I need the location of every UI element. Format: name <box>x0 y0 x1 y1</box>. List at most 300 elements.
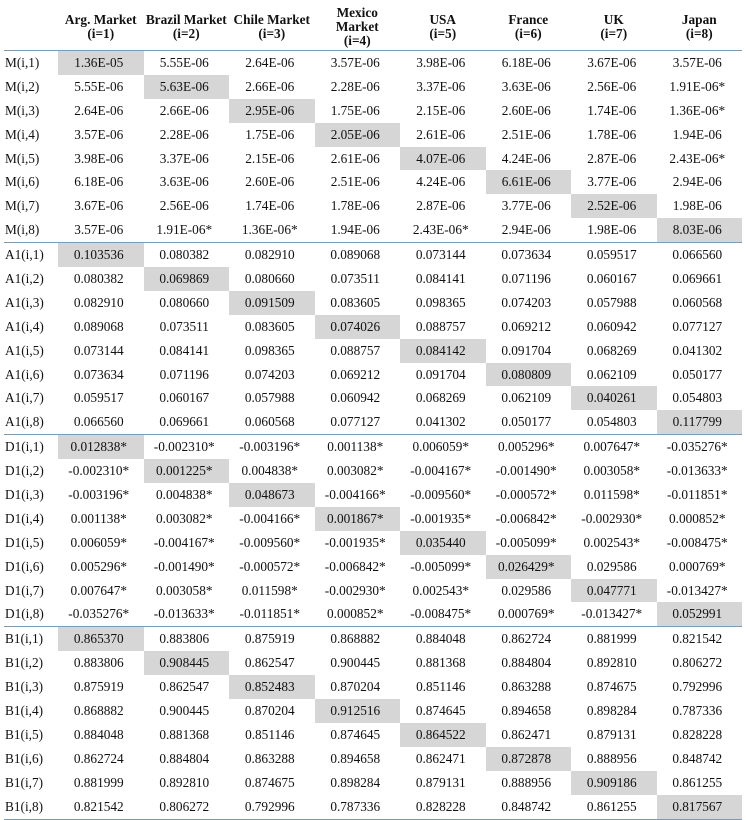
value-cell: 2.66E-06 <box>159 102 209 118</box>
value-cell: -0.004167* <box>410 463 472 479</box>
row-label: B1(i,5) <box>5 726 44 742</box>
column-header <box>486 3 572 51</box>
table-row <box>4 435 742 459</box>
diagonal-cell: 2.05E-06 <box>315 123 401 147</box>
value-cell: 0.828228 <box>672 726 723 742</box>
value-cell: 0.868882 <box>315 627 401 651</box>
value-cell: 1.74E-06 <box>245 198 295 214</box>
column-header-name: Mexico Market <box>335 5 379 34</box>
row-label: B1(i,3) <box>5 679 44 695</box>
value-cell: 3.77E-06 <box>587 174 637 190</box>
diagonal-cell: 0.074026 <box>315 315 401 339</box>
value-cell: 0.881999 <box>571 627 657 651</box>
table-row <box>4 386 742 410</box>
value-cell: 0.868882 <box>73 702 124 718</box>
diagonal-cell: 4.07E-06 <box>400 147 486 171</box>
row-label: D1(i,5) <box>5 534 44 550</box>
value-cell: 3.57E-06 <box>74 126 124 142</box>
value-cell: 0.066560 <box>657 243 743 267</box>
value-cell: 0.003082* <box>326 463 384 479</box>
value-cell: 0.881368 <box>415 655 466 671</box>
value-cell: -0.008475* <box>666 534 728 550</box>
diagonal-cell: 2.95E-06 <box>229 99 315 123</box>
value-cell: -0.035276* <box>68 606 130 622</box>
value-cell: 0.068269 <box>415 390 466 406</box>
value-cell: 0.080382 <box>73 270 124 286</box>
value-cell: 0.900445 <box>330 655 381 671</box>
diagonal-cell: 0.912516 <box>315 699 401 723</box>
table-row <box>4 339 742 363</box>
column-header-name: France <box>508 12 549 27</box>
table-row <box>4 75 742 99</box>
value-cell: -0.011851* <box>239 606 300 622</box>
value-cell: 3.57E-06 <box>315 51 401 75</box>
value-cell: 0.060167 <box>159 390 210 406</box>
table-row <box>4 507 742 531</box>
table-row <box>4 123 742 147</box>
value-cell: -0.002310* <box>144 435 230 459</box>
column-header <box>144 3 230 51</box>
table-row <box>4 410 742 434</box>
value-cell: 0.000852* <box>668 510 726 526</box>
value-cell: 0.001138* <box>315 435 401 459</box>
diagonal-cell: 0.084142 <box>400 339 486 363</box>
value-cell: 2.43E-06* <box>669 150 726 166</box>
value-cell: 0.848742 <box>486 795 572 819</box>
value-cell: 2.87E-06 <box>587 150 637 166</box>
value-cell: 1.74E-06 <box>587 102 637 118</box>
diagonal-cell: 0.091509 <box>229 291 315 315</box>
value-cell: 0.059517 <box>73 390 124 406</box>
value-cell: 0.071196 <box>159 366 209 382</box>
diagonal-cell: 0.048673 <box>229 483 315 507</box>
table-row <box>4 602 742 626</box>
column-header-index: (i=2) <box>172 26 200 41</box>
value-cell: -0.008475* <box>410 606 472 622</box>
diagonal-cell: 0.001867* <box>315 507 401 531</box>
value-cell: 0.073634 <box>73 366 124 382</box>
value-cell: 2.43E-06* <box>412 222 469 238</box>
value-cell: 0.003058* <box>155 582 213 598</box>
value-cell: -0.002310* <box>68 463 130 479</box>
row-label: B1(i,8) <box>4 795 58 819</box>
value-cell: 0.098365 <box>415 294 466 310</box>
table-header <box>4 3 742 51</box>
value-cell: 0.892810 <box>159 774 210 790</box>
value-cell: 0.792996 <box>229 795 315 819</box>
value-cell: 0.828228 <box>400 795 486 819</box>
table-row <box>4 771 742 795</box>
value-cell: 0.084141 <box>415 270 466 286</box>
diagonal-cell: 0.865370 <box>58 627 144 651</box>
value-cell: 0.069661 <box>672 270 723 286</box>
value-cell: -0.013427* <box>581 606 643 622</box>
value-cell: 0.000769* <box>497 606 555 622</box>
value-cell: 0.002543* <box>412 582 469 598</box>
value-cell: 2.51E-06 <box>501 126 551 142</box>
value-cell: 0.003082* <box>155 510 213 526</box>
value-cell: 0.006059* <box>400 435 486 459</box>
value-cell: 1.91E-06* <box>669 78 726 94</box>
table-row <box>4 723 742 747</box>
row-label: M(i,3) <box>5 102 40 118</box>
value-cell: 0.884804 <box>501 655 552 671</box>
value-cell: 0.062109 <box>501 390 552 406</box>
column-header <box>657 3 743 51</box>
table-row <box>4 315 742 339</box>
table-row <box>4 194 742 218</box>
value-cell: 0.862724 <box>486 627 572 651</box>
table-row <box>4 267 742 291</box>
table-row <box>4 170 742 194</box>
value-cell: 0.881368 <box>159 726 210 742</box>
value-cell: 0.005296* <box>70 558 127 574</box>
value-cell: 0.005296* <box>486 435 572 459</box>
value-cell: 3.57E-06 <box>657 51 743 75</box>
value-cell: 3.67E-06 <box>74 198 124 214</box>
row-label: A1(i,8) <box>5 414 44 430</box>
value-cell: -0.011851* <box>667 486 728 502</box>
table-row <box>4 147 742 171</box>
value-cell: -0.013427* <box>666 582 728 598</box>
value-cell: 0.879131 <box>415 774 466 790</box>
value-cell: 0.071196 <box>501 270 551 286</box>
value-cell: 3.63E-06 <box>501 78 551 94</box>
value-cell: 0.888956 <box>501 774 552 790</box>
column-header-name: Brazil Market <box>145 12 227 27</box>
value-cell: -0.004166* <box>239 510 301 526</box>
value-cell: 1.98E-06 <box>672 198 722 214</box>
value-cell: 0.870204 <box>244 702 295 718</box>
value-cell: 0.000852* <box>326 606 384 622</box>
diagonal-cell: 0.035440 <box>400 531 486 555</box>
value-cell: 2.15E-06 <box>245 150 295 166</box>
value-cell: 2.56E-06 <box>587 78 637 94</box>
value-cell: 0.011598* <box>583 486 640 502</box>
value-cell: 0.851146 <box>245 726 295 742</box>
value-cell: 0.862471 <box>501 726 552 742</box>
value-cell: 0.007647* <box>70 582 127 598</box>
value-cell: 0.787336 <box>672 702 723 718</box>
table-row <box>4 459 742 483</box>
value-cell: 1.75E-06 <box>245 126 295 142</box>
row-label: B1(i,4) <box>5 702 44 718</box>
value-cell: 0.060942 <box>586 318 637 334</box>
value-cell: 0.898284 <box>586 702 637 718</box>
value-cell: 1.36E-06* <box>241 222 298 238</box>
value-cell: 0.082910 <box>73 294 124 310</box>
row-label: D1(i,4) <box>5 510 44 526</box>
value-cell: 0.898284 <box>330 774 381 790</box>
value-cell: -0.003196* <box>229 435 315 459</box>
diagonal-cell: 0.872878 <box>486 747 572 771</box>
row-label: A1(i,2) <box>5 270 44 286</box>
value-cell: 2.51E-06 <box>330 174 380 190</box>
header-row <box>4 3 742 51</box>
value-cell: 0.870204 <box>330 679 381 695</box>
row-label: D1(i,8) <box>5 606 44 622</box>
value-cell: 0.874675 <box>586 679 637 695</box>
value-cell: 0.054803 <box>586 414 637 430</box>
value-cell: 0.073144 <box>73 342 124 358</box>
diagonal-cell: 6.61E-06 <box>486 170 572 194</box>
column-header-name: UK <box>603 12 624 27</box>
value-cell: 0.874645 <box>330 726 381 742</box>
row-label: M(i,4) <box>5 126 40 142</box>
column-header-index: (i=3) <box>258 26 286 41</box>
value-cell: 0.862547 <box>244 655 295 671</box>
row-label: D1(i,1) <box>4 435 58 459</box>
value-cell: 2.56E-06 <box>159 198 209 214</box>
table-row <box>4 51 742 75</box>
value-cell: 0.077127 <box>330 414 381 430</box>
value-cell: 0.821542 <box>657 627 743 651</box>
value-cell: -0.003196* <box>68 486 130 502</box>
value-cell: 0.884048 <box>73 726 124 742</box>
value-cell: -0.005099* <box>495 534 557 550</box>
diagonal-cell: 0.908445 <box>144 651 230 675</box>
value-cell: -0.004167* <box>153 534 215 550</box>
column-header-index: (i=8) <box>685 26 713 41</box>
row-label: M(i,1) <box>4 51 58 75</box>
value-cell: 0.091704 <box>415 366 466 382</box>
value-cell: 1.36E-06* <box>669 102 726 118</box>
value-cell: 0.089068 <box>73 318 124 334</box>
value-cell: 0.888956 <box>586 750 637 766</box>
value-cell: -0.009560* <box>410 486 472 502</box>
value-cell: 2.28E-06 <box>330 78 380 94</box>
value-cell: 0.059517 <box>571 243 657 267</box>
value-cell: 0.080660 <box>244 270 295 286</box>
row-label: A1(i,7) <box>5 390 44 406</box>
table-row <box>4 531 742 555</box>
column-header <box>229 3 315 51</box>
value-cell: 0.900445 <box>159 702 210 718</box>
value-cell: 2.61E-06 <box>416 126 466 142</box>
value-cell: 0.787336 <box>315 795 401 819</box>
value-cell: 0.861255 <box>571 795 657 819</box>
table-row <box>4 483 742 507</box>
value-cell: 2.60E-06 <box>501 102 551 118</box>
row-label: B1(i,6) <box>5 750 44 766</box>
value-cell: 0.068269 <box>586 342 637 358</box>
value-cell: 0.091704 <box>501 342 552 358</box>
diagonal-cell: 0.103536 <box>58 243 144 267</box>
value-cell: 0.084141 <box>159 342 210 358</box>
diagonal-cell: 8.03E-06 <box>657 218 743 242</box>
value-cell: 3.37E-06 <box>159 150 209 166</box>
row-label: A1(i,1) <box>4 243 58 267</box>
value-cell: -0.001490* <box>153 558 215 574</box>
value-cell: 0.057988 <box>244 390 295 406</box>
value-cell: -0.013633* <box>666 463 728 479</box>
row-label: M(i,5) <box>5 150 40 166</box>
value-cell: 0.029586 <box>586 558 637 574</box>
value-cell: 0.848742 <box>672 750 723 766</box>
value-cell: 0.875919 <box>229 627 315 651</box>
column-header <box>315 3 401 51</box>
value-cell: 1.94E-06 <box>672 126 722 142</box>
value-cell: 0.057988 <box>586 294 637 310</box>
value-cell: 0.069212 <box>330 366 381 382</box>
value-cell: 1.75E-06 <box>330 102 380 118</box>
value-cell: 0.060568 <box>672 294 723 310</box>
row-label: D1(i,6) <box>5 558 44 574</box>
table-row <box>4 675 742 699</box>
row-label: A1(i,4) <box>5 318 44 334</box>
value-cell: 0.077127 <box>672 318 723 334</box>
value-cell: 0.861255 <box>672 774 723 790</box>
diagonal-cell: 0.117799 <box>657 410 743 434</box>
value-cell: 0.073511 <box>330 270 380 286</box>
value-cell: -0.001935* <box>410 510 472 526</box>
value-cell: 0.863288 <box>501 679 552 695</box>
table-row <box>4 99 742 123</box>
diagonal-cell: 0.047771 <box>571 579 657 603</box>
value-cell: 0.884804 <box>159 750 210 766</box>
row-label: A1(i,5) <box>5 342 44 358</box>
value-cell: 2.87E-06 <box>416 198 466 214</box>
value-cell: 0.862471 <box>415 750 466 766</box>
value-cell: 0.069212 <box>501 318 552 334</box>
diagonal-cell: 0.001225* <box>144 459 230 483</box>
value-cell: -0.004166* <box>324 486 386 502</box>
value-cell: -0.009560* <box>239 534 301 550</box>
row-label: M(i,7) <box>5 198 40 214</box>
value-cell: -0.035276* <box>657 435 743 459</box>
value-cell: 6.18E-06 <box>486 51 572 75</box>
value-cell: 0.881999 <box>73 774 124 790</box>
value-cell: 0.883806 <box>73 655 124 671</box>
value-cell: 0.080382 <box>144 243 230 267</box>
value-cell: 0.894658 <box>330 750 381 766</box>
value-cell: -0.005099* <box>410 558 472 574</box>
value-cell: 0.884048 <box>400 627 486 651</box>
value-cell: 3.57E-06 <box>74 222 124 238</box>
value-cell: 0.874645 <box>415 702 466 718</box>
value-cell: 0.088757 <box>415 318 466 334</box>
value-cell: 0.863288 <box>244 750 295 766</box>
value-cell: 0.007647* <box>571 435 657 459</box>
value-cell: 2.66E-06 <box>245 78 295 94</box>
value-cell: 3.67E-06 <box>571 51 657 75</box>
value-cell: 0.000769* <box>668 558 726 574</box>
value-cell: 0.892810 <box>586 655 637 671</box>
value-cell: 0.074203 <box>501 294 552 310</box>
value-cell: 4.24E-06 <box>416 174 466 190</box>
value-cell: 0.080660 <box>159 294 210 310</box>
diagonal-cell: 0.012838* <box>58 435 144 459</box>
value-cell: 0.041302 <box>672 342 723 358</box>
column-header-index: (i=1) <box>87 26 115 41</box>
value-cell: -0.002930* <box>581 510 643 526</box>
diagonal-cell: 0.864522 <box>400 723 486 747</box>
diagonal-cell: 1.36E-05 <box>58 51 144 75</box>
row-label: D1(i,3) <box>5 486 44 502</box>
diagonal-cell: 0.069869 <box>144 267 230 291</box>
diagonal-cell: 0.052991 <box>657 602 743 626</box>
value-cell: 3.37E-06 <box>416 78 466 94</box>
value-cell: 0.060942 <box>330 390 381 406</box>
value-cell: 3.98E-06 <box>74 150 124 166</box>
value-cell: 2.60E-06 <box>245 174 295 190</box>
value-cell: -0.000572* <box>495 486 557 502</box>
diagonal-cell: 0.909186 <box>571 771 657 795</box>
value-cell: 0.073144 <box>400 243 486 267</box>
value-cell: -0.001490* <box>495 463 557 479</box>
value-cell: -0.013633* <box>153 606 215 622</box>
value-cell: 0.862724 <box>73 750 124 766</box>
value-cell: 0.054803 <box>672 390 723 406</box>
value-cell: 0.066560 <box>73 414 124 430</box>
value-cell: -0.006842* <box>495 510 557 526</box>
row-label: D1(i,2) <box>5 463 44 479</box>
table-row <box>4 651 742 675</box>
value-cell: 0.003058* <box>583 463 640 479</box>
table-row <box>4 555 742 579</box>
value-cell: 3.98E-06 <box>400 51 486 75</box>
column-header <box>58 3 144 51</box>
table-row <box>4 243 742 267</box>
value-cell: 5.55E-06 <box>144 51 230 75</box>
diagonal-cell: 2.52E-06 <box>571 194 657 218</box>
value-cell: 0.029586 <box>501 582 552 598</box>
diagonal-cell: 0.040261 <box>571 386 657 410</box>
row-label: B1(i,2) <box>5 655 44 671</box>
diagonal-cell: 5.63E-06 <box>144 75 230 99</box>
value-cell: 0.004838* <box>155 486 213 502</box>
row-label: M(i,6) <box>5 174 40 190</box>
value-cell: 0.883806 <box>144 627 230 651</box>
row-label: B1(i,7) <box>5 774 44 790</box>
value-cell: 2.15E-06 <box>416 102 466 118</box>
value-cell: 2.64E-06 <box>74 102 124 118</box>
value-cell: 0.073634 <box>486 243 572 267</box>
value-cell: 2.61E-06 <box>330 150 380 166</box>
table-row <box>4 747 742 771</box>
value-cell: 0.050177 <box>501 414 552 430</box>
value-cell: 0.098365 <box>244 342 295 358</box>
row-label: A1(i,3) <box>5 294 44 310</box>
table-body <box>4 51 742 820</box>
column-header <box>571 3 657 51</box>
value-cell: -0.006842* <box>324 558 386 574</box>
value-cell: 3.77E-06 <box>501 198 551 214</box>
value-cell: 6.18E-06 <box>74 174 124 190</box>
table-row <box>4 795 742 819</box>
column-header-name: Arg. Market <box>64 12 137 27</box>
row-label: M(i,2) <box>5 78 40 94</box>
value-cell: 0.060167 <box>586 270 637 286</box>
column-header-name: USA <box>429 12 457 27</box>
value-cell: 0.011598* <box>241 582 298 598</box>
row-label: A1(i,6) <box>5 366 44 382</box>
value-cell: 1.78E-06 <box>330 198 380 214</box>
column-header-name: Chile Market <box>233 12 310 27</box>
value-cell: 0.006059* <box>70 534 127 550</box>
value-cell: 0.879131 <box>586 726 637 742</box>
column-header-index: (i=7) <box>600 26 628 41</box>
value-cell: 0.874675 <box>244 774 295 790</box>
column-header-index: (i=5) <box>429 26 457 41</box>
value-cell: -0.000572* <box>239 558 301 574</box>
column-header-index: (i=4) <box>343 33 371 48</box>
table-row <box>4 218 742 242</box>
value-cell: 1.91E-06* <box>156 222 213 238</box>
diagonal-cell: 0.817567 <box>657 795 743 819</box>
value-cell: 0.875919 <box>73 679 124 695</box>
value-cell: 5.55E-06 <box>74 78 124 94</box>
